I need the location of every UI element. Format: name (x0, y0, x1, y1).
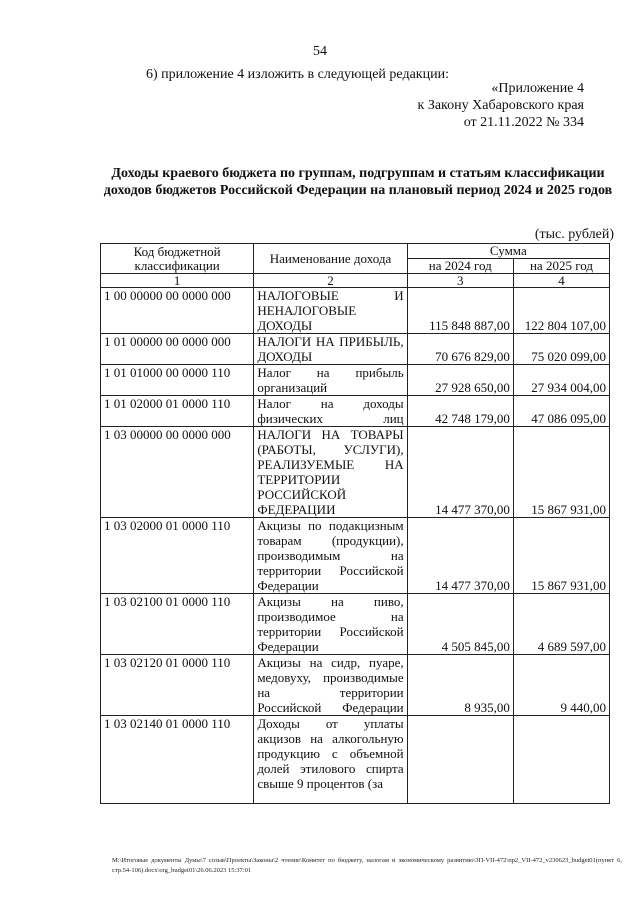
row-code: 1 01 02000 01 0000 110 (101, 396, 254, 427)
column-number-row (101, 274, 610, 288)
file-path-footer: M:\Итоговые документы Думы\7 созыв\Проекты\Законы\2 чтение\Комитет по бюджету, налогам и экономическому развитию\ЗП-VII-472\пр2_VII-472_v230623_budget01(пункт 6, стр.54-106).docx\org_budget01\26.06.2023 15:37:01 (112, 857, 622, 874)
row-amount-2025: 27 934 004,00 (513, 365, 609, 396)
row-amount-2024 (407, 716, 513, 804)
appendix-reference (418, 80, 584, 131)
row-amount-2025: 4 689 597,00 (513, 594, 609, 655)
row-name: Акцизы на сидр, пуаре, медовуху, производимые на территории Российской Федерации (254, 655, 407, 716)
row-amount-2024: 14 477 370,00 (407, 518, 513, 594)
row-amount-2025: 15 867 931,00 (513, 518, 609, 594)
table-row (101, 518, 610, 594)
header-code: Код бюджетной классификации (101, 244, 254, 274)
units-label: (тыс. рублей) (534, 227, 614, 242)
header-name: Наименование дохода (254, 244, 407, 274)
row-amount-2025: 9 440,00 (513, 655, 609, 716)
column-number: 1 (101, 274, 254, 288)
row-amount-2025: 15 867 931,00 (513, 427, 609, 518)
row-code: 1 00 00000 00 0000 000 (101, 288, 254, 334)
row-amount-2025: 122 804 107,00 (513, 288, 609, 334)
row-name: НАЛОГИ НА ТОВАРЫ (РАБОТЫ, УСЛУГИ), РЕАЛИЗУЕМЫЕ НА ТЕРРИТОРИИ РОССИЙСКОЙ ФЕДЕРАЦИИ (254, 427, 407, 518)
row-amount-2024: 14 477 370,00 (407, 427, 513, 518)
table-row (101, 288, 610, 334)
intro-text: 6) приложение 4 изложить в следующей редакции: (146, 67, 449, 82)
row-amount-2025 (513, 716, 609, 804)
table-row (101, 716, 610, 804)
header-2024: на 2024 год (407, 259, 513, 274)
row-name: НАЛОГОВЫЕ И НЕНАЛОГОВЫЕ ДОХОДЫ (254, 288, 407, 334)
page-number: 54 (313, 44, 327, 59)
header-sum: Сумма (407, 244, 609, 259)
row-code: 1 03 02000 01 0000 110 (101, 518, 254, 594)
table-row (101, 594, 610, 655)
row-amount-2025: 75 020 099,00 (513, 334, 609, 365)
row-code: 1 03 02120 01 0000 110 (101, 655, 254, 716)
row-amount-2024: 4 505 845,00 (407, 594, 513, 655)
row-amount-2025: 47 086 095,00 (513, 396, 609, 427)
row-name: Налог на прибыль организаций (254, 365, 407, 396)
row-code: 1 01 00000 00 0000 000 (101, 334, 254, 365)
column-number: 2 (254, 274, 407, 288)
table-row (101, 396, 610, 427)
header-2025: на 2025 год (513, 259, 609, 274)
table-row (101, 334, 610, 365)
row-name: Доходы от уплаты акцизов на алкогольную продукцию с объемной долей этилового спирта свыше 9 процентов (за (254, 716, 407, 804)
table-row (101, 365, 610, 396)
appendix-line-2: к Закону Хабаровского края (417, 98, 584, 113)
appendix-line-3: от 21.11.2022 № 334 (463, 115, 584, 130)
column-number: 3 (407, 274, 513, 288)
table-row (101, 427, 610, 518)
row-code: 1 03 00000 00 0000 000 (101, 427, 254, 518)
row-name: НАЛОГИ НА ПРИБЫЛЬ, ДОХОДЫ (254, 334, 407, 365)
row-amount-2024: 27 928 650,00 (407, 365, 513, 396)
row-code: 1 01 01000 00 0000 110 (101, 365, 254, 396)
table-row (101, 655, 610, 716)
budget-table (100, 243, 610, 804)
row-amount-2024: 8 935,00 (407, 655, 513, 716)
row-amount-2024: 42 748 179,00 (407, 396, 513, 427)
appendix-line-1: «Приложение 4 (491, 81, 584, 96)
row-amount-2024: 70 676 829,00 (407, 334, 513, 365)
row-amount-2024: 115 848 887,00 (407, 288, 513, 334)
document-title: Доходы краевого бюджета по группам, подгруппам и статьям классификации доходов бюджетов Российской Федерации на плановый период 2024 и 2025 годов (103, 166, 613, 198)
row-name: Налог на доходы физических лиц (254, 396, 407, 427)
column-number: 4 (513, 274, 609, 288)
row-code: 1 03 02100 01 0000 110 (101, 594, 254, 655)
row-name: Акцизы на пиво, производимое на территории Российской Федерации (254, 594, 407, 655)
row-name: Акцизы по подакцизным товарам (продукции), производимым на территории Российской Федерации (254, 518, 407, 594)
row-code: 1 03 02140 01 0000 110 (101, 716, 254, 804)
